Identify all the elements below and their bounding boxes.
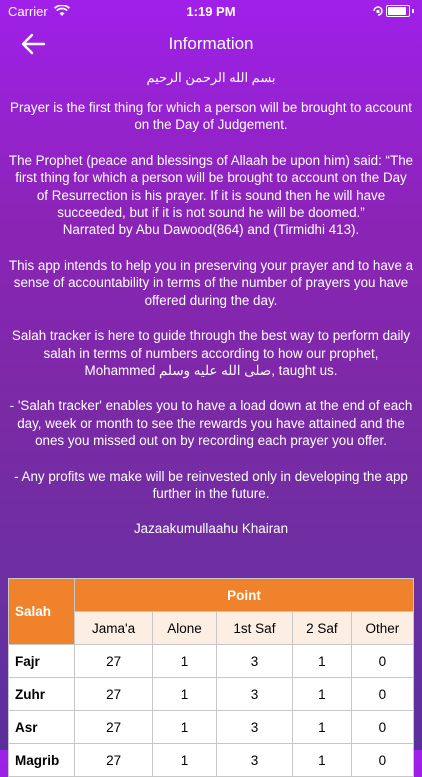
status-left — [8, 4, 70, 19]
cell-value: 0 — [351, 645, 413, 678]
cell-value: 27 — [75, 711, 153, 744]
row-name: Fajr — [9, 645, 75, 678]
paragraph-narration: Narrated by Abu Dawood(864) and (Tirmidhi 413). — [62, 222, 360, 238]
cell-value: 3 — [216, 744, 292, 777]
table-row — [9, 678, 414, 711]
table-row — [9, 711, 414, 744]
column-jamaa: Jama'a — [75, 612, 153, 645]
cell-value: 3 — [216, 711, 292, 744]
paragraph-profits: - Any profits we make will be reinvested only in developing the app further in the future. — [14, 468, 408, 502]
paragraph-salah-tracker: Salah tracker is here to guide through the best way to perform daily salah in terms of numbers according to how our prophet, Mohammed صلى الله عليه وسلم, taught us. — [11, 328, 411, 378]
back-arrow-icon[interactable] — [20, 32, 46, 56]
row-name: Zuhr — [9, 678, 75, 711]
cell-value: 1 — [153, 744, 217, 777]
cell-value: 27 — [75, 645, 153, 678]
closing-text: Jazaakumullaahu Khairan — [133, 521, 289, 537]
navigation-bar — [0, 22, 422, 66]
cell-value: 1 — [153, 645, 217, 678]
row-name: Magrib — [9, 744, 75, 777]
cell-value: 1 — [153, 678, 217, 711]
bismillah-text: بسم الله الرحمن الرحيم — [146, 70, 276, 85]
cell-value: 27 — [75, 744, 153, 777]
cell-value: 0 — [351, 744, 413, 777]
paragraph-load-down: - 'Salah tracker' enables you to have a load down at the end of each day, week or month to see the rewards you have attained and the ones you missed out on by recording each prayer you offer. — [9, 398, 413, 449]
paragraph-app-intent: This app intends to help you in preserving your prayer and to have a sense of accountability in terms of the number of prayers you have offered during the day. — [8, 257, 414, 308]
page-title: Information — [168, 34, 254, 53]
cell-value: 3 — [216, 678, 292, 711]
cell-value: 27 — [75, 678, 153, 711]
cell-value: 1 — [293, 645, 352, 678]
carrier-label: Carrier — [8, 3, 48, 19]
wifi-icon — [54, 5, 70, 17]
status-bar — [0, 0, 422, 22]
paragraph-hadith: The Prophet (peace and blessings of Allaah be upon him) said: “The first thing for which a person will be brought to account on the Day of Resurrection is his prayer. If it is sound then he will have succeeded, but if it is not sound he will be doomed.” — [8, 152, 414, 220]
table-row — [9, 645, 414, 678]
table-row — [9, 744, 414, 777]
cell-value: 0 — [351, 678, 413, 711]
paragraph-prayer-first: Prayer is the first thing for which a person will be brought to account on the Day of Judgement. — [10, 99, 412, 133]
column-1st-saf: 1st Saf — [216, 612, 292, 645]
cell-value: 1 — [293, 678, 352, 711]
points-table — [8, 578, 414, 777]
salah-header: Salah — [9, 579, 75, 645]
column-other: Other — [351, 612, 413, 645]
column-2-saf: 2 Saf — [293, 612, 352, 645]
cell-value: 1 — [153, 711, 217, 744]
status-time: 1:19 PM — [186, 3, 236, 19]
cell-value: 1 — [293, 711, 352, 744]
information-text — [0, 70, 422, 538]
lock-rotation-icon — [372, 5, 384, 17]
row-name: Asr — [9, 711, 75, 744]
column-alone: Alone — [153, 612, 217, 645]
cell-value: 0 — [351, 711, 413, 744]
cell-value: 1 — [293, 744, 352, 777]
point-header: Point — [75, 579, 414, 612]
cell-value: 3 — [216, 645, 292, 678]
battery-icon — [372, 5, 414, 17]
